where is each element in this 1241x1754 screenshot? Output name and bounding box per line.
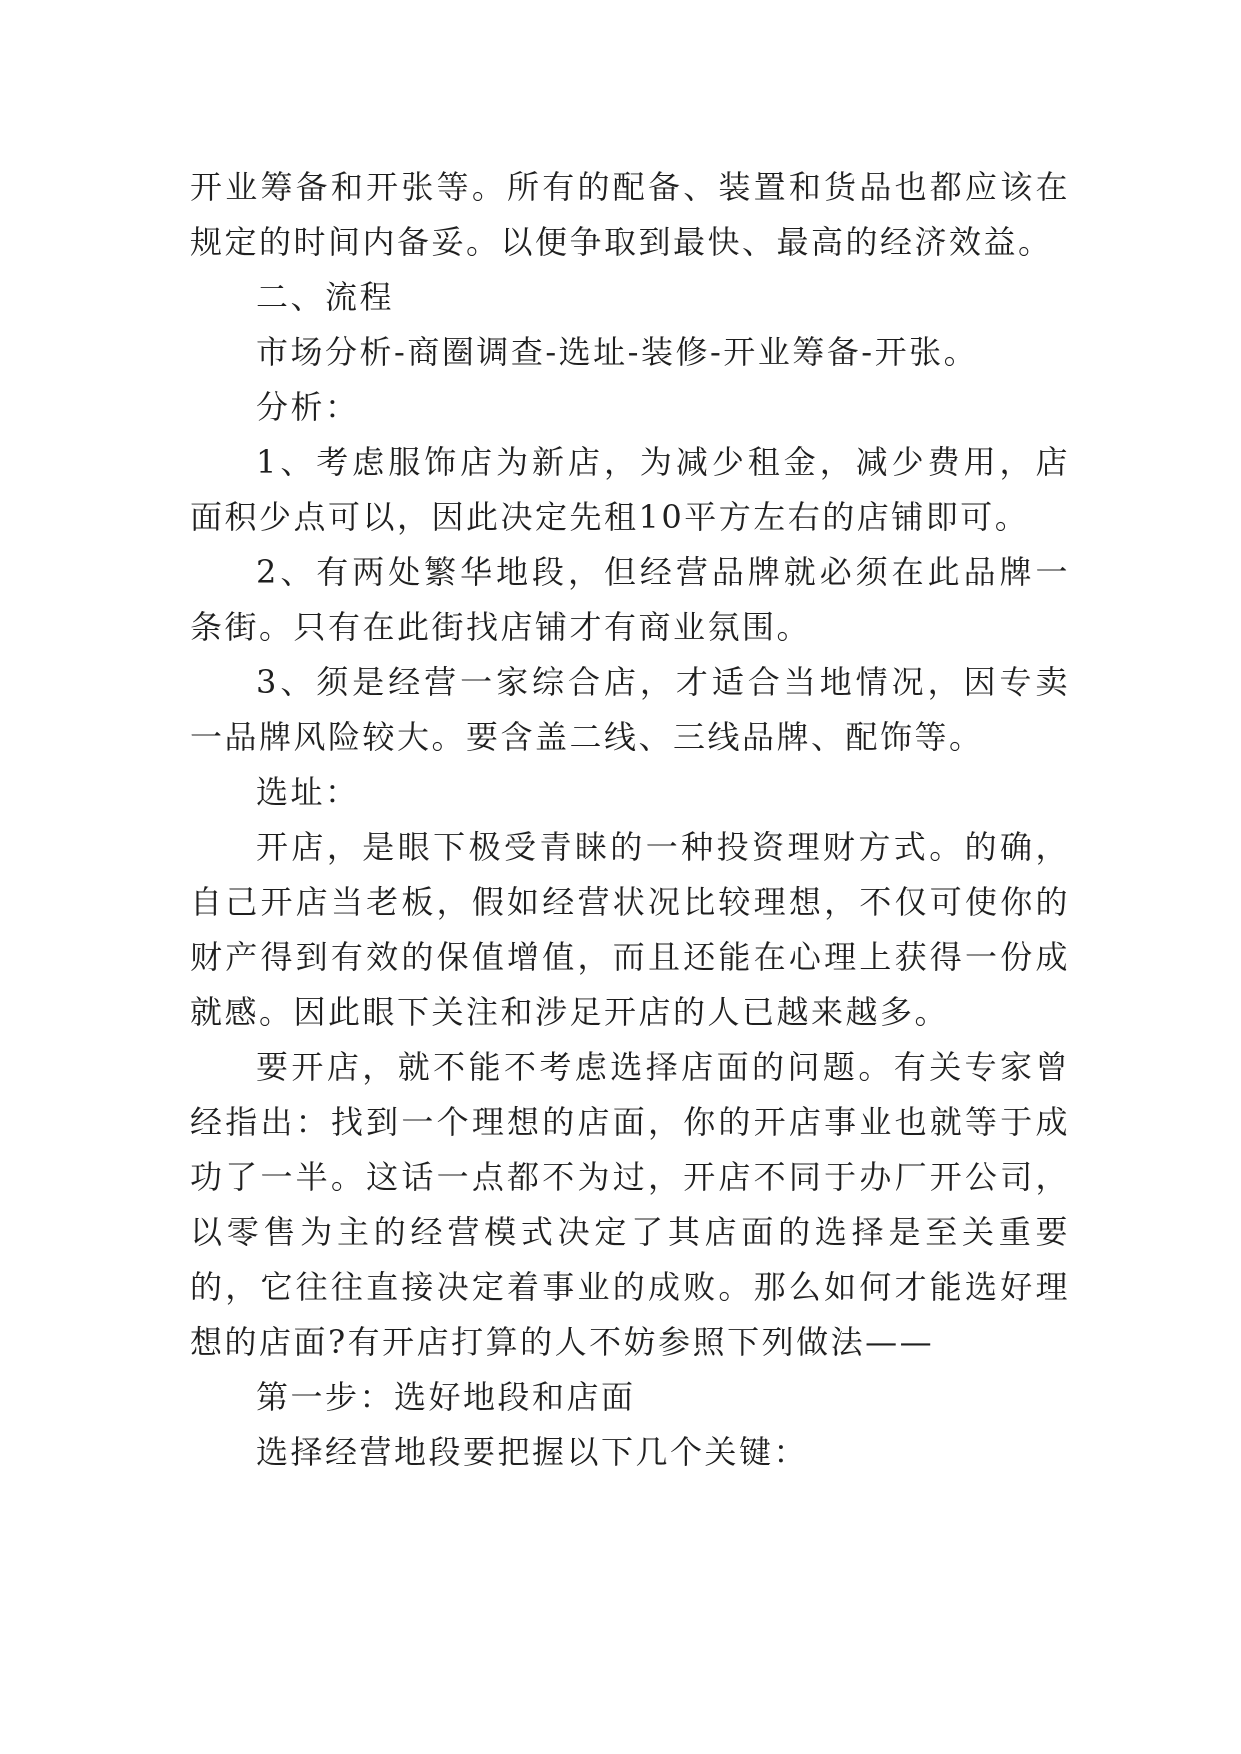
paragraph-10: 要开店，就不能不考虑选择店面的问题。有关专家曾经指出：找到一个理想的店面，你的开店事业也就等于成功了一半。这话一点都不为过，开店不同于办厂开公司，以零售为主的经营模式决定了其店面的选择是至关重要的，它往往直接决定着事业的成败。那么如何才能选好理想的店面?有开店打算的人不妨参照下列做法—— xyxy=(190,1048,1070,1361)
document-body xyxy=(190,160,1070,1480)
paragraph-11-step-1: 第一步：选好地段和店面 xyxy=(256,1378,636,1416)
paragraph-6-point-2: 2、有两处繁华地段，但经营品牌就必须在此品牌一条街。只有在此街找店铺才有商业氛围。 xyxy=(190,553,1070,646)
paragraph-2-section-heading: 二、流程 xyxy=(256,278,395,316)
paragraph-7-point-3: 3、须是经营一家综合店，才适合当地情况，因专卖一品牌风险较大。要含盖二线、三线品牌、配饰等。 xyxy=(190,663,1070,756)
paragraph-3-process: 市场分析-商圈调查-选址-装修-开业筹备-开张。 xyxy=(256,333,979,371)
paragraph-8-location-heading: 选址： xyxy=(256,773,360,811)
paragraph-1: 开业筹备和开张等。所有的配备、装置和货品也都应该在规定的时间内备妥。以便争取到最快、最高的经济效益。 xyxy=(190,168,1070,261)
paragraph-12: 选择经营地段要把握以下几个关键： xyxy=(256,1433,809,1471)
paragraph-9: 开店，是眼下极受青睐的一种投资理财方式。的确，自己开店当老板，假如经营状况比较理想，不仅可使你的财产得到有效的保值增值，而且还能在心理上获得一份成就感。因此眼下关注和涉足开店的人已越来越多。 xyxy=(190,828,1070,1031)
paragraph-5-point-1: 1、考虑服饰店为新店，为减少租金，减少费用，店面积少点可以，因此决定先租10平方左右的店铺即可。 xyxy=(190,443,1070,536)
paragraph-4-analysis-heading: 分析： xyxy=(256,388,360,426)
